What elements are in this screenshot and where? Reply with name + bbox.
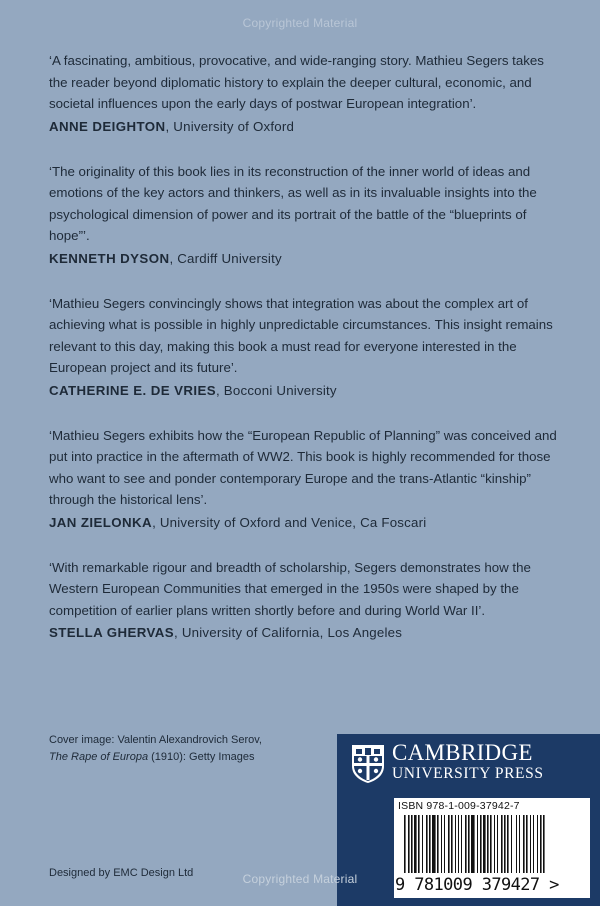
endorsement-attribution	[49, 513, 559, 533]
barcode-bar	[537, 815, 538, 873]
barcode-bar	[540, 815, 542, 873]
barcode-bar	[530, 815, 531, 873]
barcode-bar	[507, 815, 509, 873]
endorsement-attribution	[49, 117, 559, 137]
barcode-bar	[494, 815, 495, 873]
barcode-bar	[455, 815, 456, 873]
barcode-bar	[432, 815, 436, 873]
barcode-bar	[444, 815, 445, 873]
endorsement-1	[49, 50, 559, 137]
endorsement-2	[49, 161, 559, 269]
barcode-bar	[426, 815, 428, 873]
barcode-digits: 9 781009 379427 >	[395, 875, 559, 895]
barcode-bar	[448, 815, 450, 873]
endorser-affiliation: , Bocconi University	[216, 382, 337, 398]
barcode-bar	[523, 815, 525, 873]
endorser-name: ANNE DEIGHTON	[49, 118, 166, 134]
barcode-bar	[543, 815, 545, 873]
barcode-bar	[414, 815, 417, 873]
barcode-bar	[451, 815, 453, 873]
endorsement-5	[49, 557, 559, 644]
endorser-affiliation: , University of Oxford and Venice, Ca Foscari	[152, 514, 427, 530]
watermark-top: Copyrighted Material	[242, 16, 358, 30]
barcode-bar	[477, 815, 478, 873]
cambridge-crest-icon	[351, 744, 385, 784]
barcode-bar	[441, 815, 442, 873]
credit-line-1: Cover image: Valentin Alexandrovich Serov,	[49, 734, 262, 746]
barcode-bar	[480, 815, 482, 873]
cover-image-credit	[49, 732, 262, 766]
endorsement-quote: ‘Mathieu Segers convincingly shows that integration was about the complex art of achieving what is possible in highly unpredictable circumstances. This insight remains relevant to this day, making this book a must read for everyone interested in the European project and its future’.	[49, 295, 553, 375]
barcode-bar	[404, 815, 406, 873]
barcode-bar	[526, 815, 528, 873]
endorser-name: KENNETH DYSON	[49, 250, 170, 266]
barcode-bar	[516, 815, 517, 873]
credit-line-2-rest: (1910): Getty Images	[148, 751, 255, 763]
barcode-bar	[458, 815, 459, 873]
barcode-bar	[511, 815, 512, 873]
barcode-bar	[504, 815, 506, 873]
publisher-name-line2: UNIVERSITY PRESS	[392, 765, 544, 782]
endorsement-quote: ‘A fascinating, ambitious, provocative, and wide-ranging story. Mathieu Segers takes the reader beyond diplomatic history to explain the deeper cultural, economic, and societal influences upon the early days of postwar European integration’.	[49, 53, 544, 111]
endorser-affiliation: , University of Oxford	[165, 118, 295, 134]
barcode-bar	[471, 815, 475, 873]
barcode-bar	[411, 815, 413, 873]
endorsement-quote: ‘With remarkable rigour and breadth of scholarship, Segers demonstrates how the Western European Communities that emerged in the 1950s were shaped by the competition of earlier plans written shortly before and during World War II’.	[49, 559, 531, 618]
endorsement-attribution	[49, 623, 559, 643]
endorsement-attribution	[49, 381, 559, 401]
publisher-logo-text	[392, 740, 544, 782]
barcode-bar	[487, 815, 489, 873]
barcode-bar	[418, 815, 420, 873]
watermark-bottom: Copyrighted Material	[242, 872, 358, 886]
endorsement-quote: ‘Mathieu Segers exhibits how the “European Republic of Planning” was conceived and put into practice in the aftermath of WW2. This book is highly recommended for those who want to see and ponder contemporary Europe and the trans-Atlantic “kinship” through the historical lens’.	[49, 427, 557, 507]
credit-line-2	[49, 749, 262, 766]
endorser-name: JAN ZIELONKA	[49, 514, 153, 530]
barcode-bar	[497, 815, 498, 873]
endorsement-4	[49, 425, 559, 533]
endorser-affiliation: , University of California, Los Angeles	[174, 625, 403, 640]
endorsement-3	[49, 293, 559, 401]
barcode-bar	[490, 815, 492, 873]
designer-credit: Designed by EMC Design Ltd	[49, 867, 194, 879]
endorsement-attribution	[49, 249, 559, 269]
barcode-bar	[408, 815, 410, 873]
barcode-bar	[533, 815, 534, 873]
barcode-bar	[437, 815, 439, 873]
barcode-bar	[483, 815, 486, 873]
barcode-bar	[468, 815, 470, 873]
barcode-bar	[461, 815, 462, 873]
endorsement-quote: ‘The originality of this book lies in its reconstruction of the inner world of ideas and emotions of the key actors and thinkers, as well as in its invaluable insights into the psychological dimension of power and its portrait of the battle of the “blueprints of hope”’.	[49, 163, 537, 243]
barcode-bars	[404, 815, 580, 873]
endorser-name: STELLA GHERVAS	[49, 625, 175, 640]
barcode-bar	[429, 815, 431, 873]
barcode-bar	[501, 815, 503, 873]
publisher-name-line1: CAMBRIDGE	[392, 740, 533, 765]
barcode-bar	[519, 815, 520, 873]
endorser-affiliation: , Cardiff University	[169, 250, 282, 266]
endorsements	[49, 50, 559, 667]
endorser-name: CATHERINE E. DE VRIES	[49, 382, 217, 398]
painting-title: The Rape of Europa	[49, 751, 149, 763]
barcode-bar	[422, 815, 423, 873]
isbn-label: ISBN 978-1-009-37942-7	[398, 800, 520, 812]
barcode-bar	[465, 815, 467, 873]
